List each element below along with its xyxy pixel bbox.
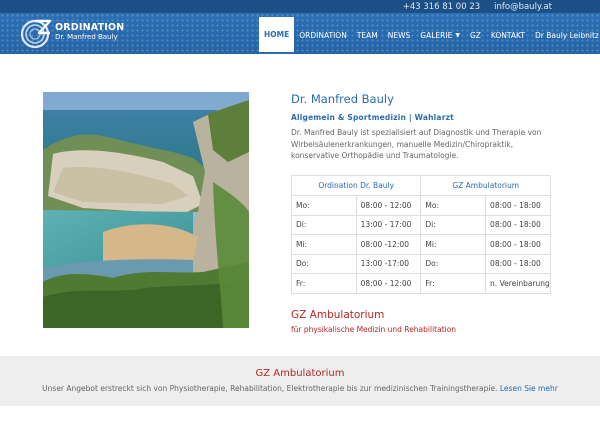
nav-gz[interactable]: GZ xyxy=(469,31,481,40)
read-more-link[interactable]: Lesen Sie mehr xyxy=(499,384,558,393)
header-ordination: Ordination Dr. Bauly xyxy=(292,176,421,196)
table-header-row xyxy=(292,176,551,196)
gz-logo-icon[interactable] xyxy=(20,17,52,49)
logo-subtitle: Dr. Manfred Bauly xyxy=(55,33,118,41)
promo-text xyxy=(0,384,600,393)
time-cell: n. Vereinbarung xyxy=(486,274,551,294)
day-cell: Do: xyxy=(421,254,486,274)
gz-title: GZ Ambulatorium xyxy=(291,309,385,321)
nav-home[interactable]: HOME xyxy=(259,17,294,54)
day-cell: Di: xyxy=(421,215,486,235)
doctor-description: Dr. Manfred Bauly ist spezialisiert auf Diagnostik und Therapie von Wirbelsäulenerkrankungen, manuelle Medizin/Chiropraktik, konservative Orthopädie und Traumatologie. xyxy=(291,128,542,160)
time-cell: 08:00 - 18:00 xyxy=(486,196,551,216)
table-row xyxy=(292,196,551,216)
table-row xyxy=(292,215,551,235)
doctor-specialty: Allgemein & Sportmedizin | Wahlarzt xyxy=(291,113,454,122)
promo-title: GZ Ambulatorium xyxy=(255,368,345,379)
day-cell: Fr: xyxy=(421,274,486,294)
day-cell: Mi: xyxy=(421,235,486,255)
nav-galerie-label: GALERIE xyxy=(420,31,453,40)
time-cell: 08:00 - 18:00 xyxy=(486,215,551,235)
day-cell: Mo: xyxy=(421,196,486,216)
nav-team[interactable]: TEAM xyxy=(356,31,378,40)
time-cell: 08:00 - 12:00 xyxy=(356,274,421,294)
day-cell: Mo: xyxy=(292,196,357,216)
nav-leibnitz[interactable]: Dr Bauly Leibnitz xyxy=(534,31,599,40)
coast-photo xyxy=(43,92,249,328)
time-cell: 08:00 - 18:00 xyxy=(486,235,551,255)
nav-kontakt[interactable]: KONTAKT xyxy=(490,31,525,40)
table-row xyxy=(292,274,551,294)
logo-text[interactable] xyxy=(55,22,124,42)
time-cell: 08:00 - 12:00 xyxy=(356,196,421,216)
table-row xyxy=(292,235,551,255)
day-cell: Do: xyxy=(292,254,357,274)
nav-ordination[interactable]: ORDINATION xyxy=(299,31,347,40)
doctor-name: Dr. Manfred Bauly xyxy=(291,92,394,106)
opening-hours-table xyxy=(291,175,551,294)
main-nav xyxy=(259,17,600,54)
logo-title: ORDINATION xyxy=(55,22,125,33)
day-cell: Di: xyxy=(292,215,357,235)
time-cell: 13:00 -17:00 xyxy=(356,254,421,274)
day-cell: Mi: xyxy=(292,235,357,255)
chevron-down-icon: ▼ xyxy=(455,32,460,39)
promo-description: Unser Angebot erstreckt sich von Physiotherapie, Rehabilitation, Elektrotherapie bis zur medizinischen Trainingstherapie. xyxy=(42,384,498,393)
time-cell: 08:00 - 18:00 xyxy=(486,254,551,274)
table-row xyxy=(292,254,551,274)
top-contact-bar xyxy=(0,0,600,13)
nav-news[interactable]: NEWS xyxy=(387,31,411,40)
time-cell: 13:00 - 17:00 xyxy=(356,215,421,235)
doctor-info xyxy=(291,92,561,162)
header-gz-ambulatorium: GZ Ambulatorium xyxy=(421,176,551,196)
gz-subtitle: für physikalische Medizin und Rehabilitation xyxy=(291,325,457,334)
day-cell: Fr: xyxy=(292,274,357,294)
time-cell: 08:00 -12:00 xyxy=(356,235,421,255)
phone-link[interactable]: +43 316 81 00 23 xyxy=(402,1,481,12)
nav-galerie[interactable] xyxy=(415,17,465,54)
gz-promo-band xyxy=(0,356,600,406)
email-link[interactable]: info@bauly.at xyxy=(494,1,552,12)
